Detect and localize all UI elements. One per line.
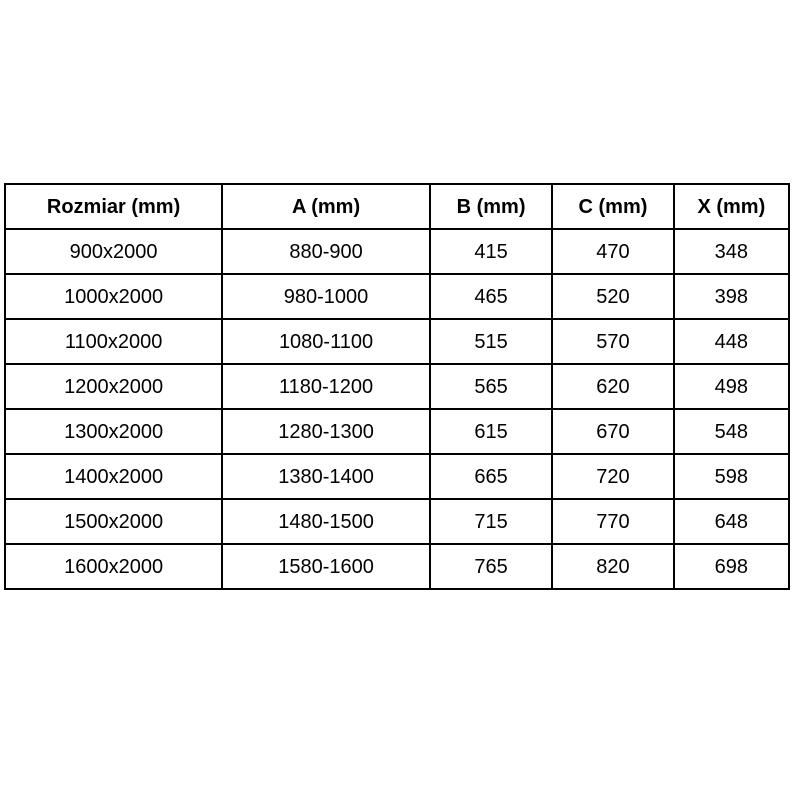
table-cell: 698: [674, 544, 789, 589]
table-cell: 470: [552, 229, 674, 274]
table-cell: 520: [552, 274, 674, 319]
table-cell: 770: [552, 499, 674, 544]
spec-table: [4, 183, 790, 590]
table-cell: 620: [552, 364, 674, 409]
table-cell: 1100x2000: [5, 319, 222, 364]
table-cell: 548: [674, 409, 789, 454]
table-cell: 670: [552, 409, 674, 454]
table-cell: 448: [674, 319, 789, 364]
table-row: [5, 319, 789, 364]
table-row: [5, 499, 789, 544]
column-header-a: A (mm): [222, 184, 430, 229]
table-row: [5, 364, 789, 409]
table-cell: 1000x2000: [5, 274, 222, 319]
table-cell: 565: [430, 364, 552, 409]
table-cell: 648: [674, 499, 789, 544]
table-row: [5, 409, 789, 454]
table-header-row: [5, 184, 789, 229]
table-cell: 1600x2000: [5, 544, 222, 589]
table-cell: 1580-1600: [222, 544, 430, 589]
table-cell: 1200x2000: [5, 364, 222, 409]
table-cell: 570: [552, 319, 674, 364]
table-cell: 665: [430, 454, 552, 499]
table-cell: 820: [552, 544, 674, 589]
table-row: [5, 274, 789, 319]
column-header-c: C (mm): [552, 184, 674, 229]
table-cell: 398: [674, 274, 789, 319]
table-row: [5, 229, 789, 274]
table-cell: 1080-1100: [222, 319, 430, 364]
table-cell: 598: [674, 454, 789, 499]
table-cell: 1500x2000: [5, 499, 222, 544]
table-cell: 1380-1400: [222, 454, 430, 499]
table-body: [5, 229, 789, 589]
column-header-rozmiar: Rozmiar (mm): [5, 184, 222, 229]
size-specification-table: [4, 183, 790, 590]
table-cell: 1180-1200: [222, 364, 430, 409]
table-row: [5, 454, 789, 499]
table-cell: 1480-1500: [222, 499, 430, 544]
table-cell: 515: [430, 319, 552, 364]
table-cell: 465: [430, 274, 552, 319]
table-cell: 348: [674, 229, 789, 274]
table-cell: 900x2000: [5, 229, 222, 274]
table-cell: 1280-1300: [222, 409, 430, 454]
table-cell: 1400x2000: [5, 454, 222, 499]
table-cell: 498: [674, 364, 789, 409]
table-cell: 880-900: [222, 229, 430, 274]
column-header-b: B (mm): [430, 184, 552, 229]
table-cell: 1300x2000: [5, 409, 222, 454]
table-cell: 765: [430, 544, 552, 589]
table-cell: 615: [430, 409, 552, 454]
table-cell: 980-1000: [222, 274, 430, 319]
table-cell: 415: [430, 229, 552, 274]
table-cell: 715: [430, 499, 552, 544]
column-header-x: X (mm): [674, 184, 789, 229]
table-cell: 720: [552, 454, 674, 499]
table-row: [5, 544, 789, 589]
